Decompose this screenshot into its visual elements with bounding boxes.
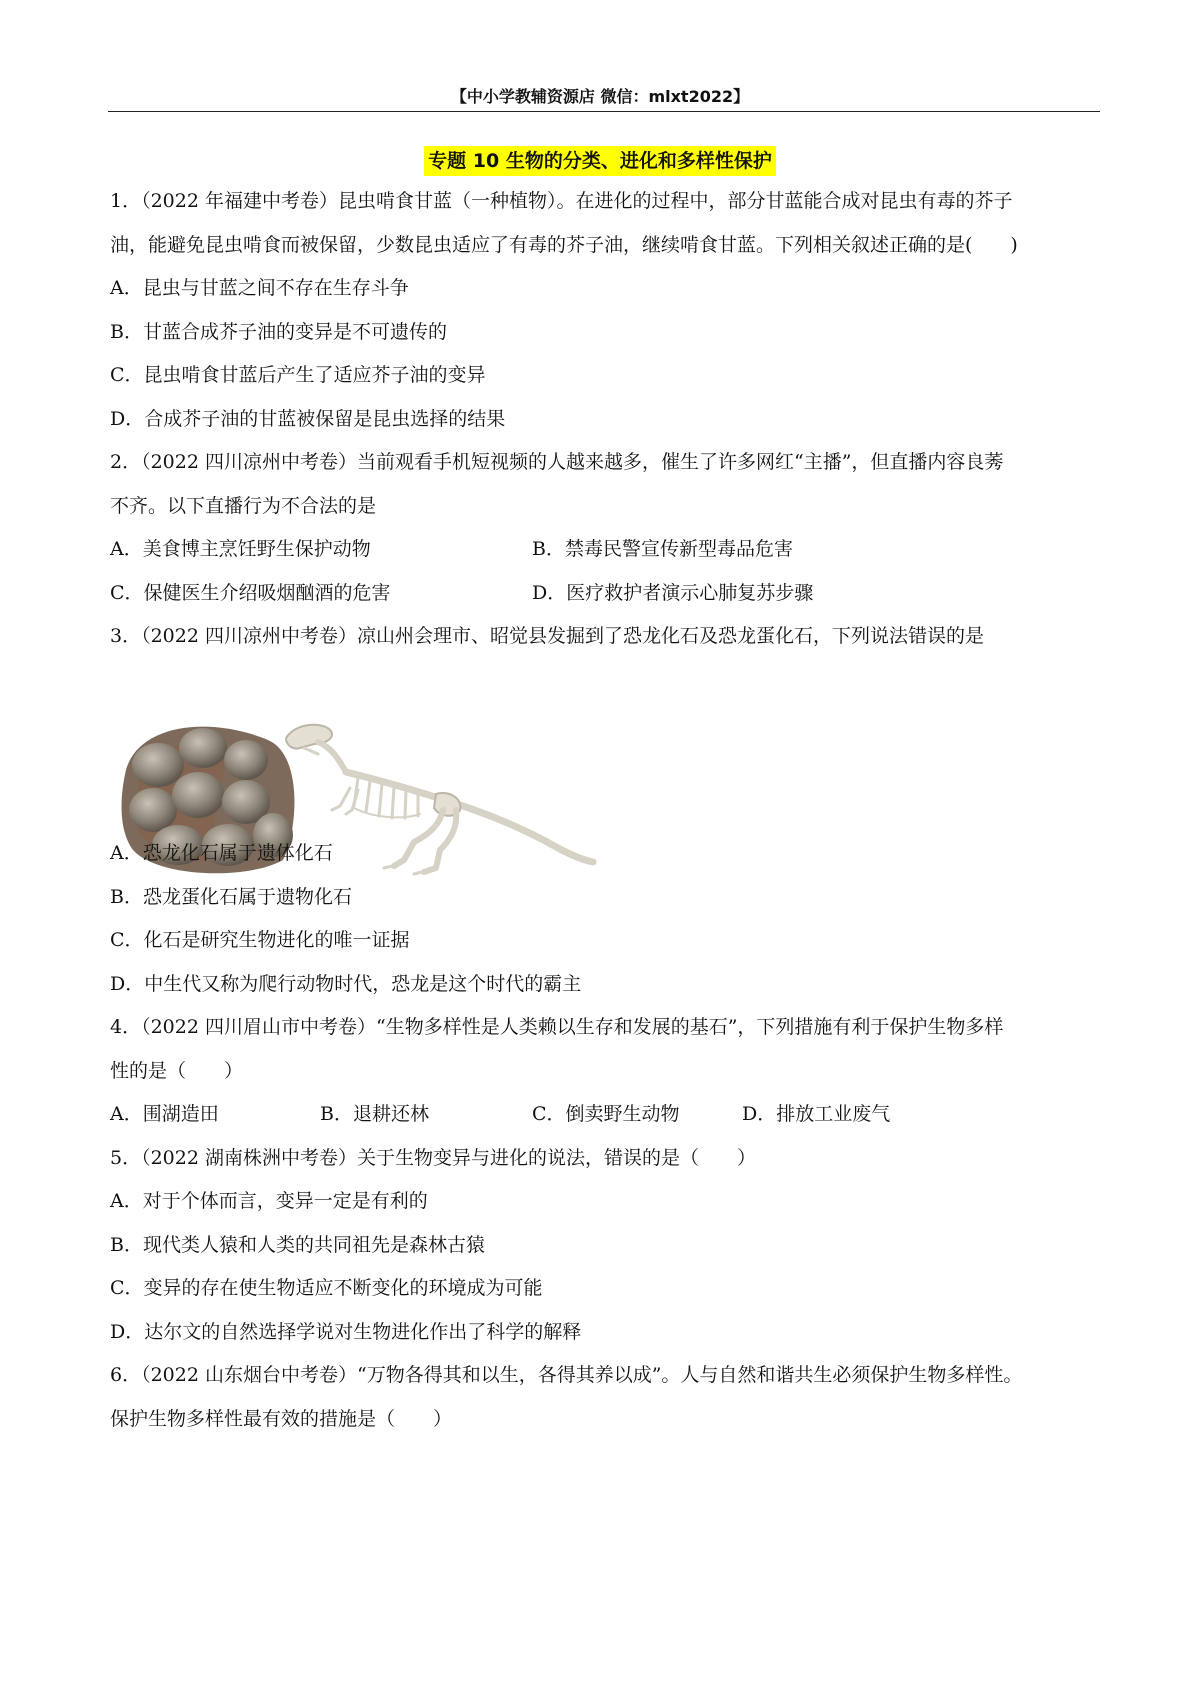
q3-option-b: B．恐龙蛋化石属于遗物化石 xyxy=(110,886,352,908)
q2-stem-line2: 不齐。以下直播行为不合法的是 xyxy=(110,495,377,517)
q1-option-a: A．昆虫与甘蓝之间不存在生存斗争 xyxy=(110,277,409,299)
fossil-egg xyxy=(179,728,227,768)
header-divider xyxy=(108,111,1100,112)
q4-stem-line1: 4．（2022 四川眉山市中考卷）“生物多样性是人类赖以生存和发展的基石”，下列措施有利于保护生物多样 xyxy=(110,1016,1004,1038)
q2-option-b: B．禁毒民警宣传新型毒品危害 xyxy=(532,538,793,560)
document-title: 专题 10 生物的分类、进化和多样性保护 xyxy=(424,146,776,176)
q1-option-c: C．昆虫啃食甘蓝后产生了适应芥子油的变异 xyxy=(110,364,486,386)
q2-option-d: D．医疗救护者演示心肺复苏步骤 xyxy=(532,582,814,604)
q1-stem-line2: 油，能避免昆虫啃食而被保留，少数昆虫适应了有毒的芥子油，继续啃食甘蓝。下列相关叙述正确的是( ) xyxy=(110,234,1018,256)
fossil-egg xyxy=(224,740,268,780)
q5-option-d: D．达尔文的自然选择学说对生物进化作出了科学的解释 xyxy=(110,1321,582,1343)
fossil-egg xyxy=(129,788,177,832)
q3-option-c: C．化石是研究生物进化的唯一证据 xyxy=(110,929,410,951)
fossil-egg xyxy=(172,772,224,818)
q4-option-c: C．倒卖野生动物 xyxy=(532,1103,680,1125)
q5-option-a: A．对于个体而言，变异一定是有利的 xyxy=(110,1190,428,1212)
q4-stem-line2: 性的是（ ） xyxy=(110,1060,244,1082)
title-container xyxy=(0,146,1200,176)
q1-option-d: D．合成芥子油的甘蓝被保留是昆虫选择的结果 xyxy=(110,408,506,430)
q3-option-a: A．恐龙化石属于遗体化石 xyxy=(110,842,333,864)
q6-stem-line1: 6．（2022 山东烟台中考卷）“万物各得其和以生，各得其养以成”。人与自然和谐共生必须保护生物多样性。 xyxy=(110,1364,1023,1386)
q5-option-b: B．现代类人猿和人类的共同祖先是森林古猿 xyxy=(110,1234,485,1256)
q2-stem-line1: 2．（2022 四川凉州中考卷）当前观看手机短视频的人越来越多，催生了许多网红“主播”，但直播内容良莠 xyxy=(110,451,1004,473)
q4-option-a: A．围湖造田 xyxy=(110,1103,219,1125)
q6-stem-line2: 保护生物多样性最有效的措施是（ ） xyxy=(110,1408,453,1430)
q3-option-d: D．中生代又称为爬行动物时代，恐龙是这个时代的霸主 xyxy=(110,973,582,995)
q5-stem-line1: 5．（2022 湖南株洲中考卷）关于生物变异与进化的说法，错误的是（ ） xyxy=(110,1147,756,1169)
q5-option-c: C．变异的存在使生物适应不断变化的环境成为可能 xyxy=(110,1277,543,1299)
q1-stem-line1: 1．（2022 年福建中考卷）昆虫啃食甘蓝（一种植物）。在进化的过程中，部分甘蓝能合成对昆虫有毒的芥子 xyxy=(110,190,1013,212)
q1-option-b: B．甘蓝合成芥子油的变异是不可遗传的 xyxy=(110,321,447,343)
q4-option-b: B．退耕还林 xyxy=(320,1103,429,1125)
q2-option-a: A．美食博主烹饪野生保护动物 xyxy=(110,538,371,560)
q3-stem-line1: 3．（2022 四川凉州中考卷）凉山州会理市、昭觉县发掘到了恐龙化石及恐龙蛋化石，下列说法错误的是 xyxy=(110,625,984,647)
q4-option-d: D．排放工业废气 xyxy=(742,1103,891,1125)
fossil-egg xyxy=(132,743,184,787)
q2-option-c: C．保健医生介绍吸烟酗酒的危害 xyxy=(110,582,391,604)
page-header: 【中小学教辅资源店 微信：mlxt2022】 xyxy=(450,87,750,106)
